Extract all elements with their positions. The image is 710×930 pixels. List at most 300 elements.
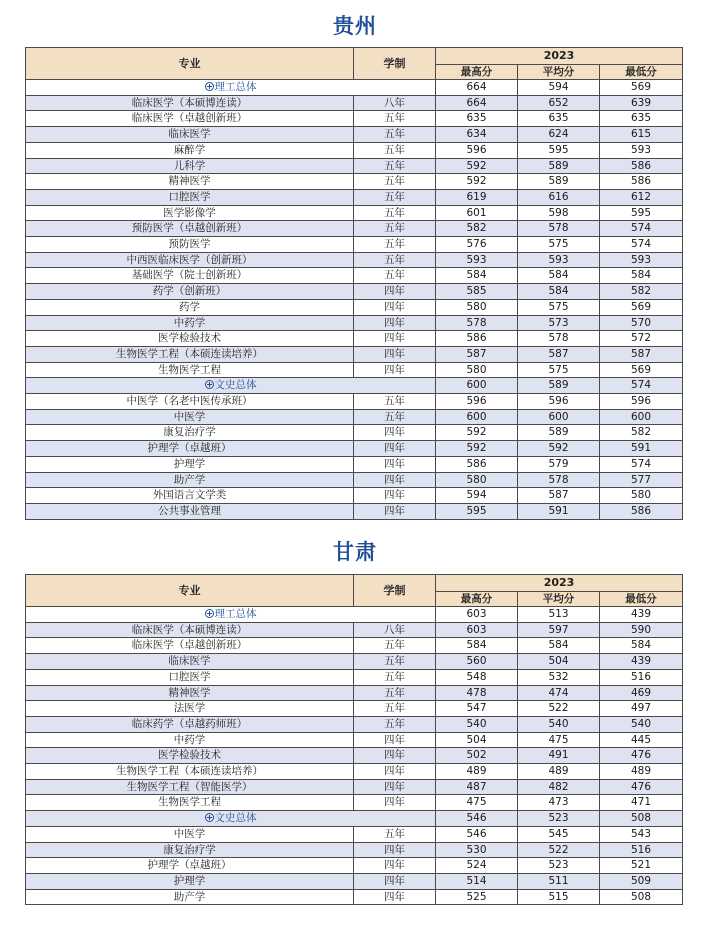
major-cell: 基础医学（院士创新班）	[26, 268, 354, 284]
duration-cell: 五年	[354, 394, 436, 410]
duration-cell: 五年	[354, 205, 436, 221]
major-cell: 护理学	[26, 873, 354, 889]
group-name: 文史总体	[214, 812, 257, 825]
duration-cell: 八年	[354, 622, 436, 638]
avg-score-cell: 575	[518, 362, 600, 378]
duration-cell: 五年	[354, 142, 436, 158]
major-cell: 生物医学工程（本硕连读培养）	[26, 346, 354, 362]
min-score-cell: 586	[600, 174, 683, 190]
duration-cell: 四年	[354, 346, 436, 362]
table-row	[26, 779, 683, 795]
table-row	[26, 488, 683, 504]
max-score-cell: 525	[436, 889, 518, 905]
duration-cell: 四年	[354, 873, 436, 889]
table-row	[26, 315, 683, 331]
header-year: 2023	[436, 575, 683, 592]
duration-cell: 四年	[354, 331, 436, 347]
table-row	[26, 748, 683, 764]
header-max-score: 最高分	[436, 65, 518, 80]
max-score-cell: 548	[436, 669, 518, 685]
duration-cell: 四年	[354, 858, 436, 874]
min-score-cell: 516	[600, 842, 683, 858]
avg-score-cell: 522	[518, 701, 600, 717]
min-score-cell: 595	[600, 205, 683, 221]
group-name: 文史总体	[214, 379, 257, 392]
group-label	[26, 607, 436, 623]
group-row	[26, 607, 683, 623]
table-row	[26, 503, 683, 519]
max-score-cell: 475	[436, 795, 518, 811]
max-score-cell: 635	[436, 111, 518, 127]
max-score-cell: 587	[436, 346, 518, 362]
min-score-cell: 615	[600, 127, 683, 143]
max-score-cell: 596	[436, 142, 518, 158]
min-score-cell: 574	[600, 221, 683, 237]
major-cell: 护理学	[26, 456, 354, 472]
table-row	[26, 268, 683, 284]
major-cell: 预防医学	[26, 237, 354, 253]
group-label	[26, 811, 436, 827]
circle-plus-icon	[205, 82, 214, 91]
avg-score-cell: 589	[518, 425, 600, 441]
major-cell: 临床医学（本硕博连读）	[26, 622, 354, 638]
major-cell: 助产学	[26, 889, 354, 905]
duration-cell: 四年	[354, 456, 436, 472]
avg-score-cell: 591	[518, 503, 600, 519]
min-score-cell: 593	[600, 252, 683, 268]
max-score-cell: 530	[436, 842, 518, 858]
avg-score-cell: 652	[518, 95, 600, 111]
table-body-gansu	[26, 607, 683, 905]
duration-cell: 八年	[354, 95, 436, 111]
major-cell: 助产学	[26, 472, 354, 488]
table-row	[26, 362, 683, 378]
major-cell: 医学检验技术	[26, 331, 354, 347]
max-score-cell: 560	[436, 654, 518, 670]
avg-score-cell: 575	[518, 237, 600, 253]
group-label	[26, 80, 436, 96]
max-score-cell: 586	[436, 331, 518, 347]
major-cell: 口腔医学	[26, 669, 354, 685]
max-score-cell: 593	[436, 252, 518, 268]
min-score-cell: 569	[600, 80, 683, 96]
max-score-cell: 595	[436, 503, 518, 519]
major-cell: 护理学（卓越班）	[26, 858, 354, 874]
major-cell: 临床医学	[26, 654, 354, 670]
table-row	[26, 284, 683, 300]
duration-cell: 五年	[354, 252, 436, 268]
major-cell: 药学（创新班）	[26, 284, 354, 300]
duration-cell: 四年	[354, 842, 436, 858]
table-row	[26, 95, 683, 111]
duration-cell: 四年	[354, 748, 436, 764]
min-score-cell: 489	[600, 764, 683, 780]
max-score-cell: 603	[436, 622, 518, 638]
min-score-cell: 469	[600, 685, 683, 701]
group-name: 理工总体	[214, 608, 257, 620]
avg-score-cell: 540	[518, 716, 600, 732]
min-score-cell: 471	[600, 795, 683, 811]
avg-score-cell: 584	[518, 638, 600, 654]
header-major: 专业	[26, 48, 354, 80]
min-score-cell: 596	[600, 394, 683, 410]
max-score-cell: 601	[436, 205, 518, 221]
duration-cell: 五年	[354, 221, 436, 237]
max-score-cell: 596	[436, 394, 518, 410]
max-score-cell: 576	[436, 237, 518, 253]
min-score-cell: 593	[600, 142, 683, 158]
section-title-gansu: 甘肃	[333, 540, 377, 564]
table-row	[26, 299, 683, 315]
avg-score-cell: 504	[518, 654, 600, 670]
max-score-cell: 580	[436, 472, 518, 488]
major-cell: 生物医学工程	[26, 362, 354, 378]
major-cell: 公共事业管理	[26, 503, 354, 519]
max-score-cell: 594	[436, 488, 518, 504]
duration-cell: 五年	[354, 268, 436, 284]
min-score-cell: 439	[600, 607, 683, 623]
avg-score-cell: 635	[518, 111, 600, 127]
major-cell: 预防医学（卓越创新班）	[26, 221, 354, 237]
max-score-cell: 582	[436, 221, 518, 237]
avg-score-cell: 578	[518, 472, 600, 488]
max-score-cell: 578	[436, 315, 518, 331]
duration-cell: 五年	[354, 409, 436, 425]
table-row	[26, 221, 683, 237]
min-score-cell: 509	[600, 873, 683, 889]
header-duration: 学制	[354, 575, 436, 607]
major-cell: 临床药学（卓越药师班）	[26, 716, 354, 732]
major-cell: 药学	[26, 299, 354, 315]
min-score-cell: 569	[600, 299, 683, 315]
min-score-cell: 635	[600, 111, 683, 127]
header-avg-score: 平均分	[518, 65, 600, 80]
major-cell: 康复治疗学	[26, 842, 354, 858]
min-score-cell: 508	[600, 889, 683, 905]
duration-cell: 四年	[354, 299, 436, 315]
max-score-cell: 585	[436, 284, 518, 300]
major-cell: 外国语言文学类	[26, 488, 354, 504]
section-title-guizhou: 贵州	[333, 14, 377, 38]
min-score-cell: 569	[600, 362, 683, 378]
avg-score-cell: 596	[518, 394, 600, 410]
table-row	[26, 685, 683, 701]
duration-cell: 五年	[354, 826, 436, 842]
avg-score-cell: 587	[518, 488, 600, 504]
circle-plus-icon	[205, 609, 214, 618]
circle-plus-icon	[205, 813, 214, 822]
table-row	[26, 472, 683, 488]
avg-score-cell: 511	[518, 873, 600, 889]
duration-cell: 五年	[354, 685, 436, 701]
max-score-cell: 487	[436, 779, 518, 795]
table-row	[26, 795, 683, 811]
table-row	[26, 858, 683, 874]
header-avg-score: 平均分	[518, 592, 600, 607]
major-cell: 口腔医学	[26, 189, 354, 205]
table-row	[26, 669, 683, 685]
score-table-gansu	[25, 574, 683, 905]
major-cell: 生物医学工程（智能医学）	[26, 779, 354, 795]
major-cell: 精神医学	[26, 174, 354, 190]
table-row	[26, 394, 683, 410]
duration-cell: 四年	[354, 764, 436, 780]
max-score-cell: 584	[436, 268, 518, 284]
major-cell: 精神医学	[26, 685, 354, 701]
avg-score-cell: 600	[518, 409, 600, 425]
major-cell: 中医学	[26, 826, 354, 842]
avg-score-cell: 579	[518, 456, 600, 472]
table-row	[26, 127, 683, 143]
group-row	[26, 80, 683, 96]
duration-cell: 五年	[354, 669, 436, 685]
avg-score-cell: 523	[518, 858, 600, 874]
table-row	[26, 622, 683, 638]
avg-score-cell: 523	[518, 811, 600, 827]
max-score-cell: 600	[436, 409, 518, 425]
duration-cell: 五年	[354, 174, 436, 190]
major-cell: 中药学	[26, 315, 354, 331]
major-cell: 麻醉学	[26, 142, 354, 158]
table-row	[26, 158, 683, 174]
header-max-score: 最高分	[436, 592, 518, 607]
avg-score-cell: 589	[518, 174, 600, 190]
max-score-cell: 603	[436, 607, 518, 623]
header-duration: 学制	[354, 48, 436, 80]
major-cell: 中医学	[26, 409, 354, 425]
max-score-cell: 547	[436, 701, 518, 717]
group-name: 理工总体	[214, 81, 257, 93]
header-major: 专业	[26, 575, 354, 607]
min-score-cell: 572	[600, 331, 683, 347]
avg-score-cell: 513	[518, 607, 600, 623]
table-row	[26, 409, 683, 425]
table-row	[26, 701, 683, 717]
min-score-cell: 476	[600, 748, 683, 764]
major-cell: 临床医学（卓越创新班）	[26, 638, 354, 654]
min-score-cell: 600	[600, 409, 683, 425]
table-row	[26, 142, 683, 158]
duration-cell: 四年	[354, 441, 436, 457]
duration-cell: 五年	[354, 701, 436, 717]
avg-score-cell: 598	[518, 205, 600, 221]
max-score-cell: 580	[436, 362, 518, 378]
circle-plus-icon	[205, 380, 214, 389]
major-cell: 中医学（名老中医传承班）	[26, 394, 354, 410]
table-row	[26, 716, 683, 732]
avg-score-cell: 475	[518, 732, 600, 748]
table-row	[26, 441, 683, 457]
min-score-cell: 586	[600, 503, 683, 519]
duration-cell: 四年	[354, 362, 436, 378]
avg-score-cell: 522	[518, 842, 600, 858]
duration-cell: 五年	[354, 111, 436, 127]
min-score-cell: 574	[600, 378, 683, 394]
max-score-cell: 546	[436, 811, 518, 827]
max-score-cell: 634	[436, 127, 518, 143]
avg-score-cell: 474	[518, 685, 600, 701]
avg-score-cell: 489	[518, 764, 600, 780]
table-row	[26, 252, 683, 268]
min-score-cell: 516	[600, 669, 683, 685]
duration-cell: 四年	[354, 779, 436, 795]
table-row	[26, 425, 683, 441]
max-score-cell: 580	[436, 299, 518, 315]
avg-score-cell: 597	[518, 622, 600, 638]
max-score-cell: 664	[436, 80, 518, 96]
major-cell: 生物医学工程	[26, 795, 354, 811]
avg-score-cell: 578	[518, 221, 600, 237]
table-row	[26, 237, 683, 253]
major-cell: 护理学（卓越班）	[26, 441, 354, 457]
duration-cell: 五年	[354, 189, 436, 205]
major-cell: 临床医学（本硕博连读）	[26, 95, 354, 111]
max-score-cell: 619	[436, 189, 518, 205]
min-score-cell: 590	[600, 622, 683, 638]
duration-cell: 四年	[354, 889, 436, 905]
major-cell: 中西医临床医学（创新班）	[26, 252, 354, 268]
max-score-cell: 586	[436, 456, 518, 472]
table-row	[26, 764, 683, 780]
major-cell: 医学检验技术	[26, 748, 354, 764]
major-cell: 康复治疗学	[26, 425, 354, 441]
duration-cell: 四年	[354, 425, 436, 441]
max-score-cell: 592	[436, 425, 518, 441]
max-score-cell: 478	[436, 685, 518, 701]
major-cell: 儿科学	[26, 158, 354, 174]
table-row	[26, 638, 683, 654]
min-score-cell: 584	[600, 268, 683, 284]
max-score-cell: 502	[436, 748, 518, 764]
header-min-score: 最低分	[600, 592, 683, 607]
duration-cell: 四年	[354, 732, 436, 748]
avg-score-cell: 545	[518, 826, 600, 842]
min-score-cell: 574	[600, 237, 683, 253]
duration-cell: 五年	[354, 127, 436, 143]
min-score-cell: 445	[600, 732, 683, 748]
duration-cell: 五年	[354, 638, 436, 654]
avg-score-cell: 584	[518, 284, 600, 300]
duration-cell: 四年	[354, 795, 436, 811]
major-cell: 生物医学工程（本硕连读培养）	[26, 764, 354, 780]
group-label	[26, 378, 436, 394]
min-score-cell: 540	[600, 716, 683, 732]
header-min-score: 最低分	[600, 65, 683, 80]
max-score-cell: 592	[436, 174, 518, 190]
min-score-cell: 521	[600, 858, 683, 874]
min-score-cell: 570	[600, 315, 683, 331]
max-score-cell: 592	[436, 158, 518, 174]
max-score-cell: 664	[436, 95, 518, 111]
table-row	[26, 456, 683, 472]
avg-score-cell: 589	[518, 158, 600, 174]
avg-score-cell: 515	[518, 889, 600, 905]
avg-score-cell: 594	[518, 80, 600, 96]
table-row	[26, 654, 683, 670]
avg-score-cell: 482	[518, 779, 600, 795]
duration-cell: 五年	[354, 158, 436, 174]
major-cell: 临床医学（卓越创新班）	[26, 111, 354, 127]
avg-score-cell: 587	[518, 346, 600, 362]
min-score-cell: 543	[600, 826, 683, 842]
min-score-cell: 582	[600, 284, 683, 300]
min-score-cell: 577	[600, 472, 683, 488]
table-row	[26, 205, 683, 221]
duration-cell: 四年	[354, 472, 436, 488]
max-score-cell: 524	[436, 858, 518, 874]
duration-cell: 四年	[354, 284, 436, 300]
min-score-cell: 612	[600, 189, 683, 205]
avg-score-cell: 491	[518, 748, 600, 764]
min-score-cell: 580	[600, 488, 683, 504]
major-cell: 医学影像学	[26, 205, 354, 221]
min-score-cell: 582	[600, 425, 683, 441]
avg-score-cell: 595	[518, 142, 600, 158]
avg-score-cell: 593	[518, 252, 600, 268]
group-row	[26, 811, 683, 827]
avg-score-cell: 473	[518, 795, 600, 811]
min-score-cell: 508	[600, 811, 683, 827]
max-score-cell: 514	[436, 873, 518, 889]
avg-score-cell: 589	[518, 378, 600, 394]
table-row	[26, 732, 683, 748]
table-row	[26, 826, 683, 842]
score-table-guizhou	[25, 47, 683, 520]
duration-cell: 四年	[354, 488, 436, 504]
table-row	[26, 331, 683, 347]
min-score-cell: 586	[600, 158, 683, 174]
major-cell: 法医学	[26, 701, 354, 717]
duration-cell: 五年	[354, 237, 436, 253]
table-row	[26, 842, 683, 858]
table-row	[26, 889, 683, 905]
min-score-cell: 639	[600, 95, 683, 111]
avg-score-cell: 578	[518, 331, 600, 347]
avg-score-cell: 575	[518, 299, 600, 315]
min-score-cell: 587	[600, 346, 683, 362]
duration-cell: 五年	[354, 654, 436, 670]
avg-score-cell: 624	[518, 127, 600, 143]
avg-score-cell: 532	[518, 669, 600, 685]
avg-score-cell: 573	[518, 315, 600, 331]
table-row	[26, 189, 683, 205]
table-row	[26, 873, 683, 889]
min-score-cell: 584	[600, 638, 683, 654]
max-score-cell: 546	[436, 826, 518, 842]
duration-cell: 四年	[354, 503, 436, 519]
min-score-cell: 591	[600, 441, 683, 457]
header-year: 2023	[436, 48, 683, 65]
table-row	[26, 174, 683, 190]
table-body-guizhou	[26, 80, 683, 520]
table-row	[26, 346, 683, 362]
max-score-cell: 540	[436, 716, 518, 732]
min-score-cell: 574	[600, 456, 683, 472]
max-score-cell: 504	[436, 732, 518, 748]
avg-score-cell: 592	[518, 441, 600, 457]
min-score-cell: 439	[600, 654, 683, 670]
avg-score-cell: 584	[518, 268, 600, 284]
major-cell: 临床医学	[26, 127, 354, 143]
min-score-cell: 497	[600, 701, 683, 717]
min-score-cell: 476	[600, 779, 683, 795]
max-score-cell: 489	[436, 764, 518, 780]
max-score-cell: 600	[436, 378, 518, 394]
max-score-cell: 584	[436, 638, 518, 654]
duration-cell: 四年	[354, 315, 436, 331]
duration-cell: 五年	[354, 716, 436, 732]
table-row	[26, 111, 683, 127]
